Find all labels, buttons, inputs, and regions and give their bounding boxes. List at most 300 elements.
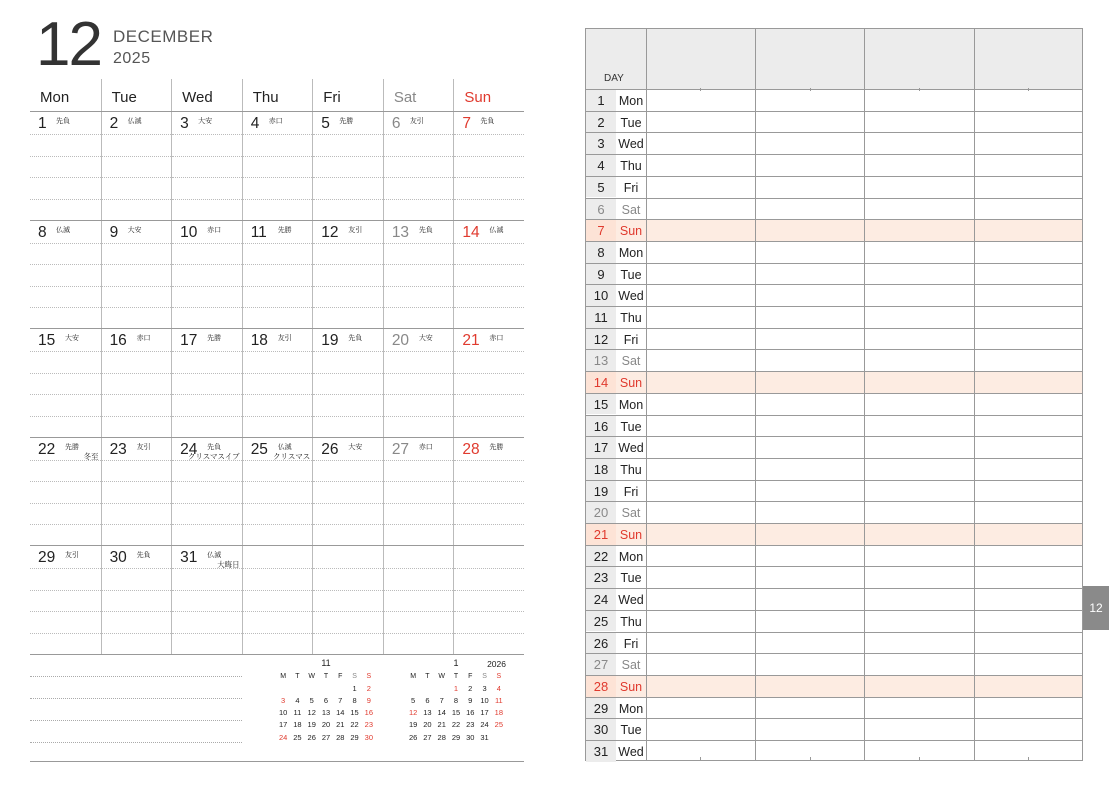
daily-weekday: Sat [621,506,641,521]
daily-row[interactable] [586,219,1082,241]
daily-row[interactable] [586,458,1082,480]
note-line [454,351,524,352]
note-line [30,524,101,525]
mini-day: 31 [480,732,489,742]
daily-row[interactable] [586,198,1082,220]
note-line [102,524,172,525]
daily-row[interactable] [586,718,1082,740]
tick-mark [1028,88,1029,91]
note-line [102,481,172,482]
day-cell[interactable] [171,112,242,220]
note-line [454,524,524,525]
week-row [30,329,524,438]
note-line [454,307,524,308]
mini-day: 2 [468,683,473,693]
note-line [172,351,242,352]
note-line [243,481,313,482]
note-line [313,351,383,352]
note-line [102,503,172,504]
day-cell[interactable] [453,329,524,437]
mini-day: 16 [466,708,475,718]
month-name: DECEMBER [113,27,214,46]
daily-weekday: Fri [623,636,639,651]
mini-day: 14 [437,708,446,718]
day-cell[interactable] [383,438,454,546]
note-line [243,264,313,265]
mini-day: 30 [364,732,374,742]
day-number: 5 [321,115,330,132]
rokuyo-label: 先勝 [489,443,504,451]
day-cell[interactable] [312,221,383,329]
mini-day: 13 [423,708,432,718]
tick-mark [810,757,811,760]
mini-day: 4 [496,683,501,693]
mini-weekday-label: T [295,672,300,680]
note-line [454,568,524,569]
note-line [30,373,101,374]
mini-day: 1 [453,683,459,693]
daily-day-number: 22 [593,548,609,564]
mini-day [319,682,333,694]
daily-weekday: Tue [620,723,642,738]
note-line [384,568,454,569]
note-line [172,503,242,504]
day-column-label: DAY [604,73,624,84]
daily-row[interactable] [586,371,1082,393]
column-divider [974,29,975,760]
note-line [384,611,454,612]
note-line [313,568,383,569]
note-line [313,611,383,612]
day-number: 8 [38,223,47,241]
mini-day [305,682,319,694]
year: 2025 [113,50,151,67]
day-number: 10 [180,223,198,241]
daily-day-number: 23 [593,570,609,586]
daily-row[interactable] [586,132,1082,154]
daily-row[interactable] [586,284,1082,306]
daily-row[interactable] [586,545,1082,567]
rokuyo-label: 先勝 [65,443,79,451]
day-number: 29 [38,549,56,566]
daily-row[interactable] [586,610,1082,632]
note-line [243,416,313,417]
daily-row[interactable] [586,415,1082,437]
note-line [384,351,454,352]
note-line [384,264,454,265]
day-number: 4 [250,115,260,132]
mini-day: 25 [293,732,302,742]
day-cell[interactable] [101,221,172,329]
note-line [313,156,383,157]
column-divider [646,29,647,760]
tick-mark [919,757,920,760]
mini-day: 3 [482,683,487,693]
rokuyo-label: 友引 [136,443,151,451]
note-line [384,503,454,504]
note-line [172,243,242,244]
daily-row[interactable] [586,393,1082,415]
mini-calendar-title: 1 [453,658,459,668]
daily-row[interactable] [586,523,1082,545]
note-line [384,416,454,417]
note-line [102,590,172,591]
note-line [243,503,313,504]
daily-weekday: Fri [623,180,639,195]
note-line [313,307,383,308]
mini-day: 5 [309,695,314,705]
mini-day: 17 [480,708,489,718]
daily-day-number: 30 [593,722,609,738]
rokuyo-label: 大安 [198,118,213,125]
monthly-calendar [30,79,524,655]
daily-day-number: 31 [593,744,609,759]
note-line [172,416,242,417]
note-line [30,264,101,265]
note-line [172,156,242,157]
day-number: 17 [180,332,198,349]
note-line [172,177,242,178]
weekday-label: Tue [101,79,172,111]
daily-weekday: Wed [618,593,644,608]
mini-day: 15 [350,708,359,718]
holiday-label: クリスマス [273,451,311,461]
daily-row[interactable] [586,263,1082,285]
daily-day-number: 3 [597,136,605,152]
rokuyo-label: 仏滅 [207,552,222,559]
daily-weekday: Tue [620,115,642,130]
daily-planner [585,28,1083,761]
note-line [384,177,454,178]
day-cell[interactable] [30,112,101,220]
day-cell[interactable] [171,329,242,437]
note-line [172,524,242,525]
day-cell[interactable] [383,546,454,654]
day-cell[interactable] [453,438,524,546]
note-line [243,243,313,244]
day-number: 24 [180,440,198,458]
note-line [30,156,101,157]
note-line [454,243,524,244]
day-cell[interactable] [383,221,454,329]
note-line [30,590,101,591]
daily-row[interactable] [586,176,1082,198]
rokuyo-label: 大安 [127,226,142,234]
note-line [30,416,101,417]
day-cell[interactable] [30,546,101,654]
note-line [102,568,172,569]
day-number: 11 [250,223,267,241]
mini-calendar-next [406,658,506,743]
mini-weekday-label: S [366,672,372,680]
daily-row[interactable] [586,349,1082,371]
mini-day: 3 [281,695,286,705]
note-line [384,243,454,244]
day-number: 31 [180,549,198,566]
note-line [384,156,454,157]
mini-weekday-label: W [438,672,445,680]
week-row [30,438,524,547]
note-line [313,286,383,287]
day-number: 21 [462,332,480,349]
note-line [313,503,383,504]
day-number: 7 [462,115,471,132]
daily-weekday: Thu [620,311,642,325]
daily-weekday: Sun [619,224,643,239]
note-line [313,199,383,200]
mini-day: 16 [364,708,374,718]
day-number: 30 [109,549,127,566]
daily-weekday: Mon [618,245,644,260]
daily-row[interactable] [586,501,1082,523]
note-line [384,394,454,395]
weekday-label: Sun [453,79,524,111]
day-cell[interactable] [312,112,383,220]
day-number: 25 [250,440,268,458]
day-cell[interactable] [171,438,242,546]
daily-row[interactable] [586,89,1082,111]
mini-weekday-label: F [338,672,343,680]
day-cell[interactable] [30,329,101,437]
day-number: 13 [391,223,410,241]
holiday-label: クリスマスイブ [187,451,240,461]
daily-weekday: Wed [618,289,644,304]
note-line [243,590,313,591]
mini-day: 18 [494,708,504,718]
day-number: 9 [109,223,119,241]
daily-day-number: 18 [593,461,609,477]
note-line [172,394,242,395]
note-line [30,633,101,634]
daily-day-number: 15 [593,396,609,412]
note-line [102,264,172,265]
daily-row[interactable] [586,566,1082,588]
note-line [243,134,313,135]
day-cell[interactable] [171,546,242,654]
daily-row[interactable] [586,306,1082,328]
day-cell[interactable] [101,438,172,546]
note-line [313,373,383,374]
mini-day [333,682,347,694]
mini-calendar-previous [276,658,376,743]
big-month-number: 12 [36,10,101,79]
daily-row[interactable] [586,241,1082,263]
day-number: 20 [391,332,410,349]
note-line [30,351,101,352]
daily-weekday: Tue [620,419,642,434]
mini-day: 14 [336,708,345,718]
day-number: 3 [180,115,189,132]
daily-weekday: Mon [618,701,644,716]
mini-day: 17 [278,720,288,730]
note-line [454,177,524,178]
daily-day-number: 19 [593,483,609,499]
rokuyo-label: 赤口 [136,335,151,342]
day-number: 1 [38,115,47,132]
day-cell[interactable] [312,329,383,437]
daily-day-number: 29 [593,700,609,716]
mini-day: 5 [411,695,416,705]
daily-weekday: Thu [620,159,642,174]
mini-day: 21 [437,720,446,730]
note-line [243,286,313,287]
day-cell[interactable] [242,221,313,329]
note-line [243,199,313,200]
note-line [313,633,383,634]
daily-row[interactable] [586,740,1082,762]
mini-day: 29 [350,732,359,742]
note-line [102,307,172,308]
mini-weekday-label: T [323,672,329,680]
rokuyo-label: 先勝 [339,118,354,125]
mini-day: 18 [293,720,302,730]
daily-row[interactable] [586,154,1082,176]
note-line [313,590,383,591]
note-line [454,590,524,591]
note-line [243,156,313,157]
mini-day: 15 [451,708,461,718]
day-number: 19 [321,332,339,349]
note-line [102,243,172,244]
note-line [243,351,313,352]
daily-weekday: Sun [619,679,643,694]
daily-weekday: Thu [620,462,642,477]
column-divider [864,29,865,760]
mini-weekday-label: S [482,672,487,680]
mini-day: 26 [307,732,316,742]
daily-row[interactable] [586,632,1082,654]
day-cell[interactable] [453,112,524,220]
rokuyo-label: 赤口 [489,335,504,342]
weekday-label: Mon [40,89,70,106]
daily-day-number: 9 [597,266,605,282]
note-line [30,307,101,308]
mini-weekday-label: S [496,672,502,680]
daily-row[interactable] [586,588,1082,610]
note-line [384,373,454,374]
daily-day-number: 4 [597,158,605,174]
day-cell[interactable] [101,329,172,437]
daily-weekday: Sat [621,354,641,369]
rokuyo-label: 友引 [348,226,363,234]
note-line [30,611,101,612]
rokuyo-label: 友引 [409,118,424,125]
note-line [243,177,313,178]
day-cell[interactable] [101,112,172,220]
daily-weekday: Fri [623,332,639,347]
daily-row[interactable] [586,675,1082,697]
rokuyo-label: 大安 [418,335,433,342]
mini-weekday-label: W [308,672,315,680]
rokuyo-label: 仏滅 [489,226,504,234]
note-line [313,481,383,482]
mini-day: 12 [408,708,418,718]
note-line [172,611,242,612]
tick-mark [700,88,701,91]
note-line [30,676,242,677]
day-cell[interactable] [242,438,313,546]
mini-day: 28 [437,732,446,742]
mini-day: 28 [336,732,345,742]
note-line [172,286,242,287]
day-cell[interactable] [453,221,524,329]
daily-row[interactable] [586,111,1082,133]
weekday-header [30,79,524,112]
mini-day: 23 [466,720,475,730]
day-cell[interactable] [171,221,242,329]
day-cell[interactable] [383,329,454,437]
note-line [384,134,454,135]
note-line [384,307,454,308]
mini-day: 9 [468,695,473,705]
note-line [243,373,313,374]
rokuyo-label: 先負 [480,118,495,125]
rokuyo-label: 仏滅 [127,118,142,125]
daily-day-number: 17 [593,440,609,456]
daily-weekday: Sun [619,528,643,542]
tick-mark [919,88,920,91]
mini-day: 13 [321,708,331,718]
mini-calendar-year: 2026 [487,659,506,669]
day-cell[interactable] [242,112,313,220]
note-line [102,633,172,634]
note-line [384,633,454,634]
day-cell[interactable] [383,112,454,220]
rokuyo-label: 大安 [348,443,363,451]
daily-weekday: Mon [618,549,644,564]
daily-day-number: 12 [593,331,609,347]
daily-row[interactable] [586,480,1082,502]
note-line [454,460,524,461]
note-line [30,394,101,395]
week-row [30,546,524,655]
day-cell[interactable] [101,546,172,654]
day-number: 6 [391,115,401,132]
day-cell[interactable] [312,438,383,546]
note-line [384,199,454,200]
daily-day-number: 28 [593,678,609,694]
day-cell[interactable] [242,546,313,654]
day-cell[interactable] [242,329,313,437]
note-line [384,460,454,461]
day-cell[interactable] [30,221,101,329]
day-number: 23 [109,440,127,458]
daily-row[interactable] [586,328,1082,350]
mini-day: 9 [366,695,371,705]
rokuyo-label: 先勝 [277,226,292,234]
daily-day-number: 27 [593,657,609,673]
note-line [102,156,172,157]
day-cell[interactable] [30,438,101,546]
note-line [102,177,172,178]
note-line [102,351,172,352]
note-line [454,611,524,612]
day-cell[interactable] [312,546,383,654]
mini-day: 19 [307,720,316,730]
week-row [30,221,524,330]
daily-row[interactable] [586,436,1082,458]
daily-row[interactable] [586,697,1082,719]
mini-weekday-label: T [425,672,430,680]
mini-day: 11 [494,695,503,705]
day-cell[interactable] [453,546,524,654]
daily-day-number: 14 [593,375,609,391]
note-line [313,460,383,461]
note-line [30,742,242,743]
mini-weekday-label: T [453,672,459,680]
month-index-tab[interactable]: 12 [1083,586,1109,630]
daily-row[interactable] [586,653,1082,675]
